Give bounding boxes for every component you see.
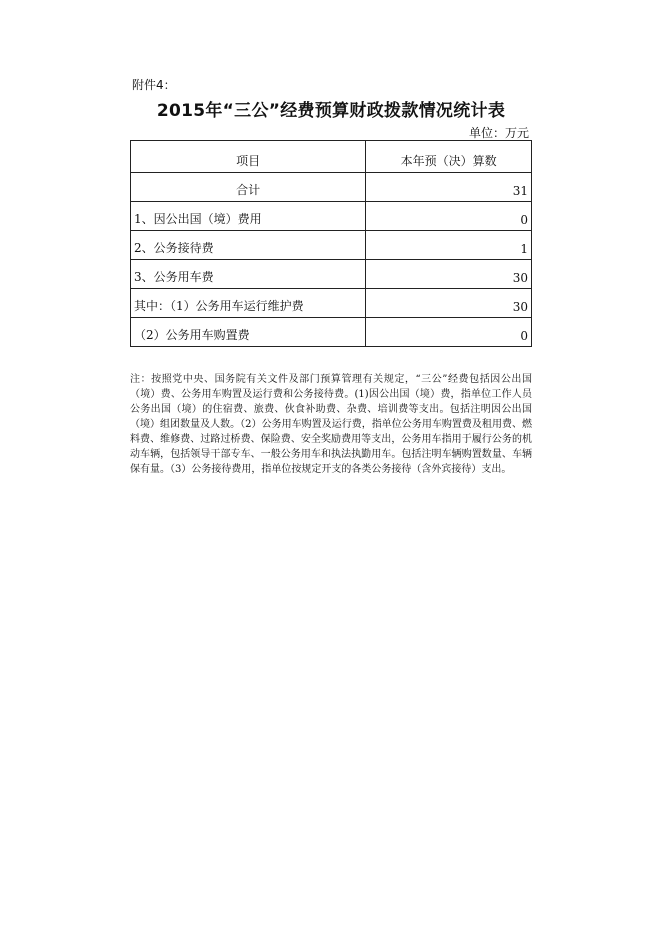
row-item-total: 合计: [131, 173, 366, 202]
row-amount-overseas: 0: [366, 202, 532, 231]
row-amount-vehicle: 30: [366, 260, 532, 289]
header-item: 项目: [131, 141, 366, 173]
budget-table: [130, 140, 532, 347]
table-row: [131, 202, 532, 231]
row-amount-total: 31: [366, 173, 532, 202]
row-item-vehicle-purchase: （2）公务用车购置费: [131, 318, 366, 347]
table-header-row: [131, 141, 532, 173]
table-row: [131, 289, 532, 318]
table-row: [131, 318, 532, 347]
row-amount-vehicle-maintenance: 30: [366, 289, 532, 318]
unit-label: 单位：万元: [468, 126, 529, 140]
table-row: [131, 260, 532, 289]
header-amount: 本年预（决）算数: [366, 141, 532, 173]
document-title: 2015年“三公”经费预算财政拨款情况统计表: [156, 101, 506, 121]
row-item-reception: 2、公务接待费: [131, 231, 366, 260]
row-item-overseas: 1、因公出国（境）费用: [131, 202, 366, 231]
table-row: [131, 173, 532, 202]
row-item-vehicle: 3、公务用车费: [131, 260, 366, 289]
row-item-vehicle-maintenance: 其中：（1）公务用车运行维护费: [131, 289, 366, 318]
row-amount-reception: 1: [366, 231, 532, 260]
table-row: [131, 231, 532, 260]
attachment-label: 附件4：: [132, 78, 176, 92]
row-amount-vehicle-purchase: 0: [366, 318, 532, 347]
footnote: 注：按照党中央、国务院有关文件及部门预算管理有关规定，“三公”经费包括因公出国（境）费、公务用车购置及运行费和公务接待费。(1)因公出国（境）费，指单位工作人员公务出国（境）的住宿费、旅费、伙食补助费、杂费、培训费等支出。包括注明因公出国（境）组团数量及人数。（2）公务用车购置及运行费，指单位公务用车购置费及租用费、燃料费、维修费、过路过桥费、保险费、安全奖励费用等支出，公务用车指用于履行公务的机动车辆，包括领导干部专车、一般公务用车和执法执勤用车。包括注明车辆购置数量、车辆保有量。（3）公务接待费用，指单位按规定开支的各类公务接待（含外宾接待）支出。: [130, 374, 532, 475]
